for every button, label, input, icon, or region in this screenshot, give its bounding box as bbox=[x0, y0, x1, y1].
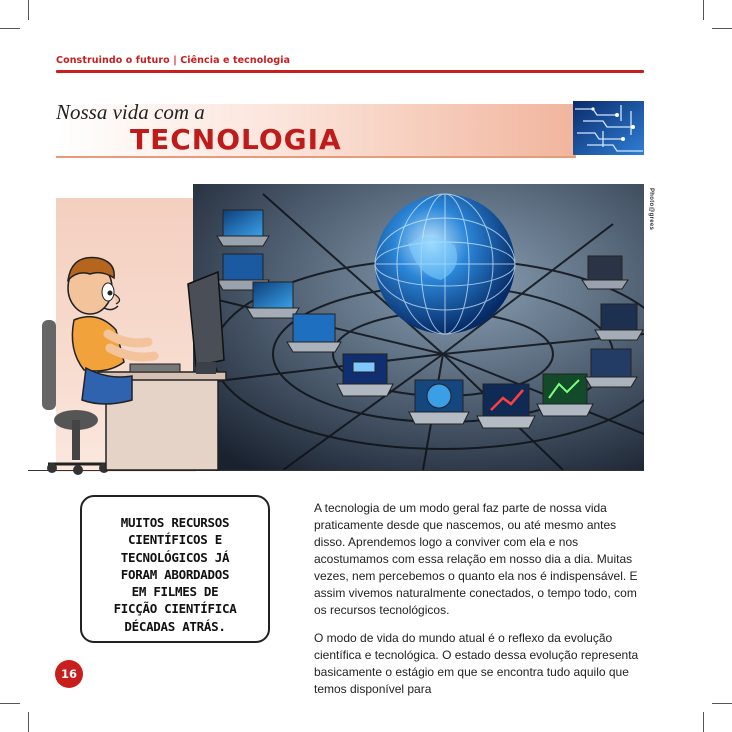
speech-line: CIENTÍFICOS E bbox=[128, 532, 222, 548]
page-title: TECNOLOGIA bbox=[130, 123, 342, 156]
body-paragraph-1: A tecnologia de um modo geral faz parte de nossa vida praticamente desde que nascemos, ou até mesmo antes disso. Aprendemos logo a conviver com ela e nos acostumamos com essa relação em nosso dia a dia. Muitas vezes, nem percebemos o quanto ela nos é indispensável. E assim vivemos naturalmente conectados, o tempo todo, com os recursos tecnológicos. bbox=[314, 501, 638, 617]
crop-mark bbox=[712, 28, 732, 29]
section-header: Construindo o futuro | Ciência e tecnologia bbox=[56, 55, 291, 66]
speech-line: FORAM ABORDADOS bbox=[120, 566, 230, 582]
crop-mark bbox=[28, 0, 29, 20]
globe-laptops-photo bbox=[193, 184, 644, 470]
speech-line: TECNOLÓGICOS JÁ bbox=[120, 549, 230, 565]
page-number: 16 bbox=[55, 660, 83, 688]
circuit-thumbnail-image bbox=[573, 101, 644, 155]
speech-bubble-text bbox=[86, 514, 264, 635]
crop-mark bbox=[712, 703, 732, 704]
crop-mark bbox=[0, 703, 20, 704]
photo-credit: Photo@grees bbox=[648, 188, 654, 231]
title-subtitle: Nossa vida com a bbox=[56, 100, 205, 124]
crop-mark bbox=[0, 28, 20, 29]
title-band-underline bbox=[56, 156, 576, 158]
crop-mark bbox=[703, 0, 704, 20]
speech-line: EM FILMES DE bbox=[131, 584, 219, 600]
cartoon-boy-at-computer bbox=[28, 250, 238, 480]
header-rule bbox=[56, 70, 644, 73]
crop-mark bbox=[703, 712, 704, 732]
body-text bbox=[314, 500, 644, 709]
speech-line: MUITOS RECURSOS bbox=[120, 515, 230, 530]
crop-mark bbox=[28, 712, 29, 732]
speech-line: FICÇÃO CIENTÍFICA bbox=[113, 601, 237, 617]
body-paragraph-2: O modo de vida do mundo atual é o reflexo da evolução científica e tecnológica. O estado dessa evolução representa basicamente o estágio em que se encontra tudo aquilo que temos disponível para bbox=[314, 631, 639, 696]
speech-line: DÉCADAS ATRÁS. bbox=[124, 618, 226, 634]
